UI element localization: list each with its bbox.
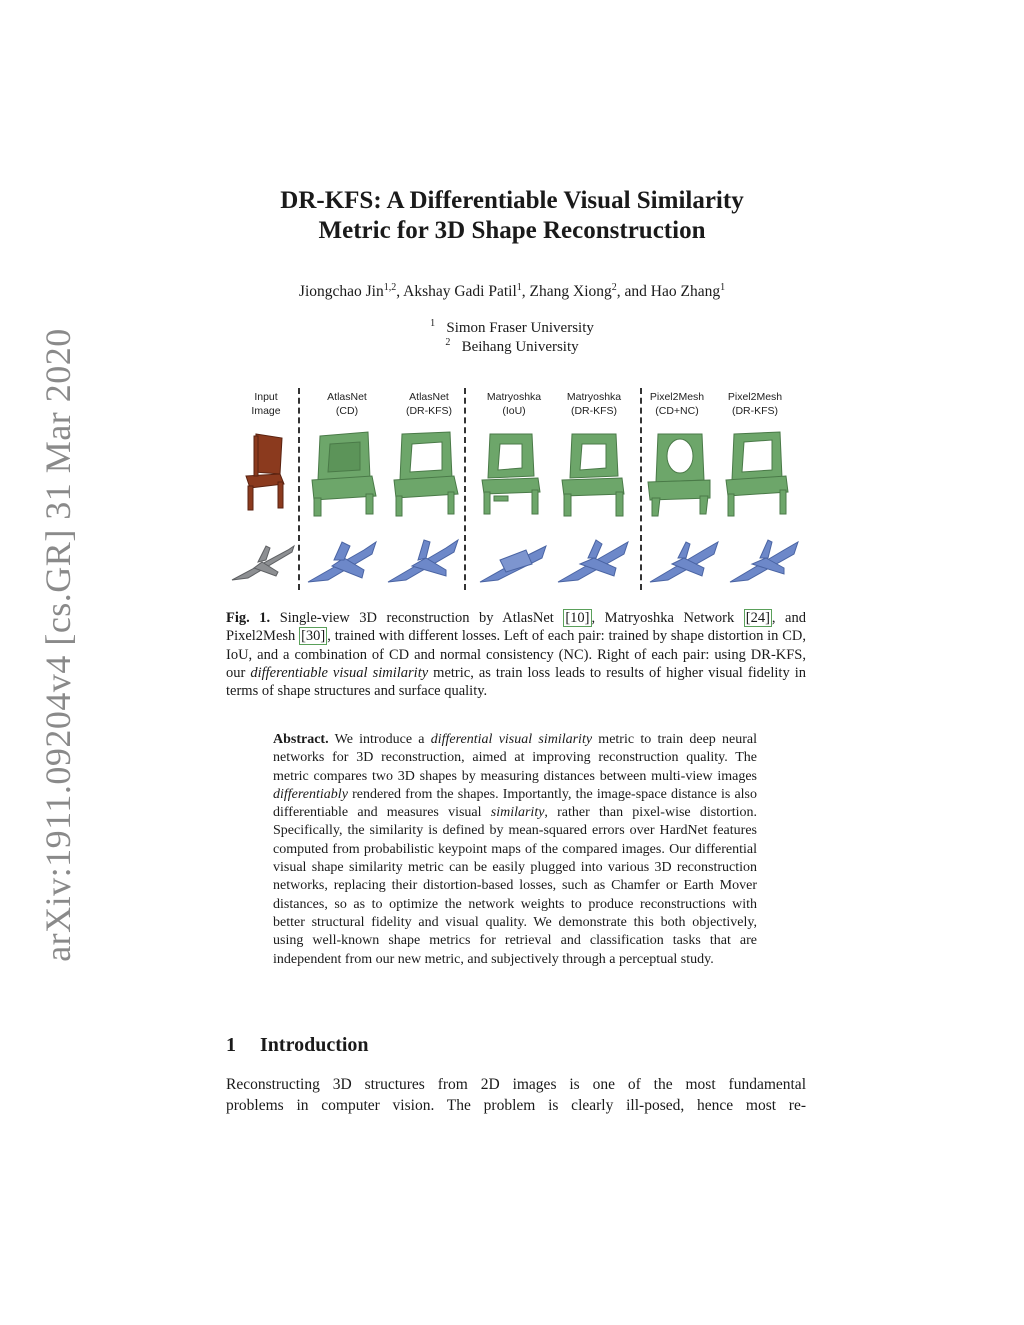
figure-separator xyxy=(464,388,466,590)
pixel2mesh-drkfs-airplane xyxy=(726,536,802,586)
figure-column-label: Pixel2Mesh (CD+NC) xyxy=(649,391,705,417)
paper-title xyxy=(0,186,1024,246)
citation-link[interactable]: [24] xyxy=(745,610,770,626)
pixel2mesh-cdnc-chair xyxy=(644,430,714,520)
section-heading: 1 Introduction xyxy=(226,1034,369,1056)
pixel2mesh-drkfs-chair xyxy=(722,430,792,520)
atlasnet-drkfs-airplane xyxy=(384,536,462,586)
arxiv-identifier: arXiv:1911.09204v4 [cs.GR] 31 Mar 2020 xyxy=(38,328,78,962)
figure-caption: Fig. 1. Single-view 3D reconstruction by AtlasNet [10] , Matryoshka Network [24] , and Pixel2Mesh [30] , trained with different losses. Left of each pair: trained by shape distortion in CD, IoU, and a combination of CD and normal consistency (NC). Right of each pair: using DR-KFS, our differentiable visual similarity metric, as train loss leads to results of higher visual fidelity in terms of shape structures and surface quality. xyxy=(226,610,806,700)
affiliation: $^2$ Beihang University xyxy=(445,337,579,355)
figure-column-label: Matryoshka (DR-KFS) xyxy=(566,391,622,417)
input-airplane-image xyxy=(228,542,298,586)
author: Zhang Xiong$^2$, and xyxy=(529,282,651,301)
matryoshka-drkfs-chair xyxy=(556,430,630,520)
author: Jiongchao Jin$^{1,2}$, xyxy=(298,282,404,301)
citation-link[interactable]: [10] xyxy=(565,610,590,626)
intro-paragraph: Reconstructing 3D structures from 2D images is one of the most fundamental problems in computer vision. The problem is clearly ill-posed, hence most re- xyxy=(226,1076,806,1114)
figure-column-label: AtlasNet (DR-KFS) xyxy=(405,391,453,417)
affiliation: $^1$ Simon Fraser University xyxy=(430,318,594,336)
figure-separator xyxy=(298,388,300,590)
figure-column-label: AtlasNet (CD) xyxy=(327,391,367,417)
atlasnet-drkfs-chair xyxy=(388,430,462,520)
figure-1 xyxy=(226,386,804,596)
figure-column-label: Matryoshka (IoU) xyxy=(486,391,542,417)
pixel2mesh-cdnc-airplane xyxy=(646,536,722,586)
citation-link[interactable]: [30] xyxy=(301,628,326,645)
figure-separator xyxy=(640,388,642,590)
figure-column-label: Input Image xyxy=(251,391,281,417)
figure-column-label: Pixel2Mesh (DR-KFS) xyxy=(727,391,783,417)
atlasnet-cd-airplane xyxy=(304,536,382,586)
title-line-2: Metric for 3D Shape Reconstruction xyxy=(318,217,706,244)
atlasnet-cd-chair xyxy=(306,430,380,520)
title-line-1: DR-KFS: A Differentiable Visual Similarity xyxy=(280,187,744,214)
author: Hao Zhang$^1$ xyxy=(650,282,726,301)
matryoshka-drkfs-airplane xyxy=(554,536,634,586)
abstract: Abstract. We introduce a differential visual similarity metric to train deep neural networks for 3D reconstruction, aimed at improving reconstruction quality. The metric compares two 3D shapes by measuring distances between multi-view images differentiably rendered from the shapes. Importantly, the image-space distance is also differentiable and measures visual similarity, rather than pixel-wise distortion. Specifically, the similarity is defined by mean-squared errors over HardNet features computed from probabilistic keypoint maps of the compared images. Our differential visual shape similarity metric can be easily plugged into various 3D reconstruction networks, replacing their distortion-based losses, such as Chamfer or Earth Mover distances, so as to optimize the network weights to produce reconstructions with better structural fidelity and visual quality. We demonstrate this both objectively, using well-known shape metrics for retrieval and classification tasks that are independent from our new metric, and subjectively through a perceptual study. xyxy=(273,732,758,967)
author: Akshay Gadi Patil$^1$, xyxy=(403,282,530,301)
matryoshka-iou-chair xyxy=(474,430,548,520)
author-list xyxy=(0,282,1024,301)
matryoshka-iou-airplane xyxy=(476,536,554,586)
input-chair-image xyxy=(234,430,294,514)
